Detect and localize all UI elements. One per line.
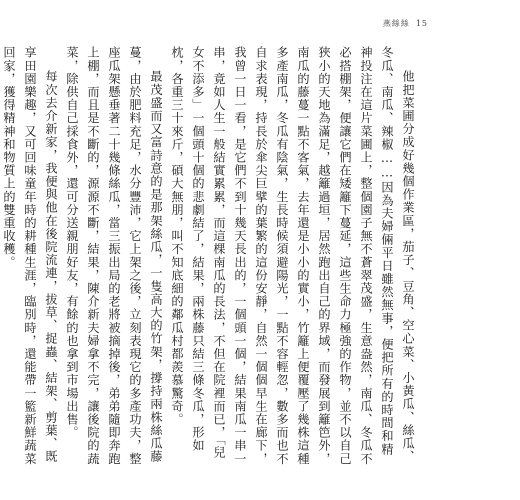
running-header <box>383 18 428 29</box>
book-title: 燕絲絲 <box>382 19 410 28</box>
paragraph: 每次去介新家，我便與他在後院流連，拔草、捉蟲、結架、剪葉、既享田園樂趣，又可回味童年時的耕種生涯，臨別時，還能帶一籃新鮮蔬菜回家，獲得精神和物質上的雙重收穫。 <box>2 46 58 466</box>
body-text <box>2 46 418 466</box>
page-number: 15 <box>415 19 428 28</box>
paragraph: 最茂盛而又富詩意的是那架絲瓜，一隻高大的竹架，撐持兩株絲瓜藤蔓，由於肥料充足，水分豐沛，它上架之後，立刻表現它的多產功夫，整座瓜架懸垂著二十幾條絲瓜，當三振出局的老將被摘掉後，弟弟隨即奔跑上棚，而且是不斷的，源源不斷，結果，陳介新夫婦拿不完，讓後院的蔬菜，除供自己採食外，還可分送親朋好友，有餘的也拿到市場出售。 <box>65 46 163 466</box>
paragraph: 他把菜圃分成好幾個作業區，茄子、豆角、空心菜、小黃瓜、絲瓜、冬瓜、南瓜、辣椒……因為夫婦倆平日雖然無事，便把所有的時間和精神投注在這片菜圃上，整個園子無不蒼翠茂盛，生意盎然，南瓜、冬瓜不必搭棚架，便讓它們在矮籬下蔓延，這些生命力極強的作物，並不以自己狹小的天地為滿足，越籬過垣，居然跑出自己的界域，而發展到籬笆外，南瓜的藤蔓一點不客氣，去年還是小小的實小，竹籬上便覆壓了幾株這種多產南瓜，冬瓜有陰氣，生長時候須避陽光，一點不容輕忽，數多而也不自求表現，持長於傘尖巨擘的葉繁的這份安靜，自然一個個早生在廊下，我曾一日一看，是它們不到十幾天長出的，一個頭一個，結果南瓜一串一串，竟如人生一般結實累累，而這棵南瓜的長法，不但在院裡而已，「兒女不添多」一個頭十個的悲劇結了，結果，兩株藤只結三條冬瓜，形如枕，各重三十來斤，碩大無朋，叫不知底細的鄰瓜村都羨慕驚奇。 <box>170 46 415 466</box>
